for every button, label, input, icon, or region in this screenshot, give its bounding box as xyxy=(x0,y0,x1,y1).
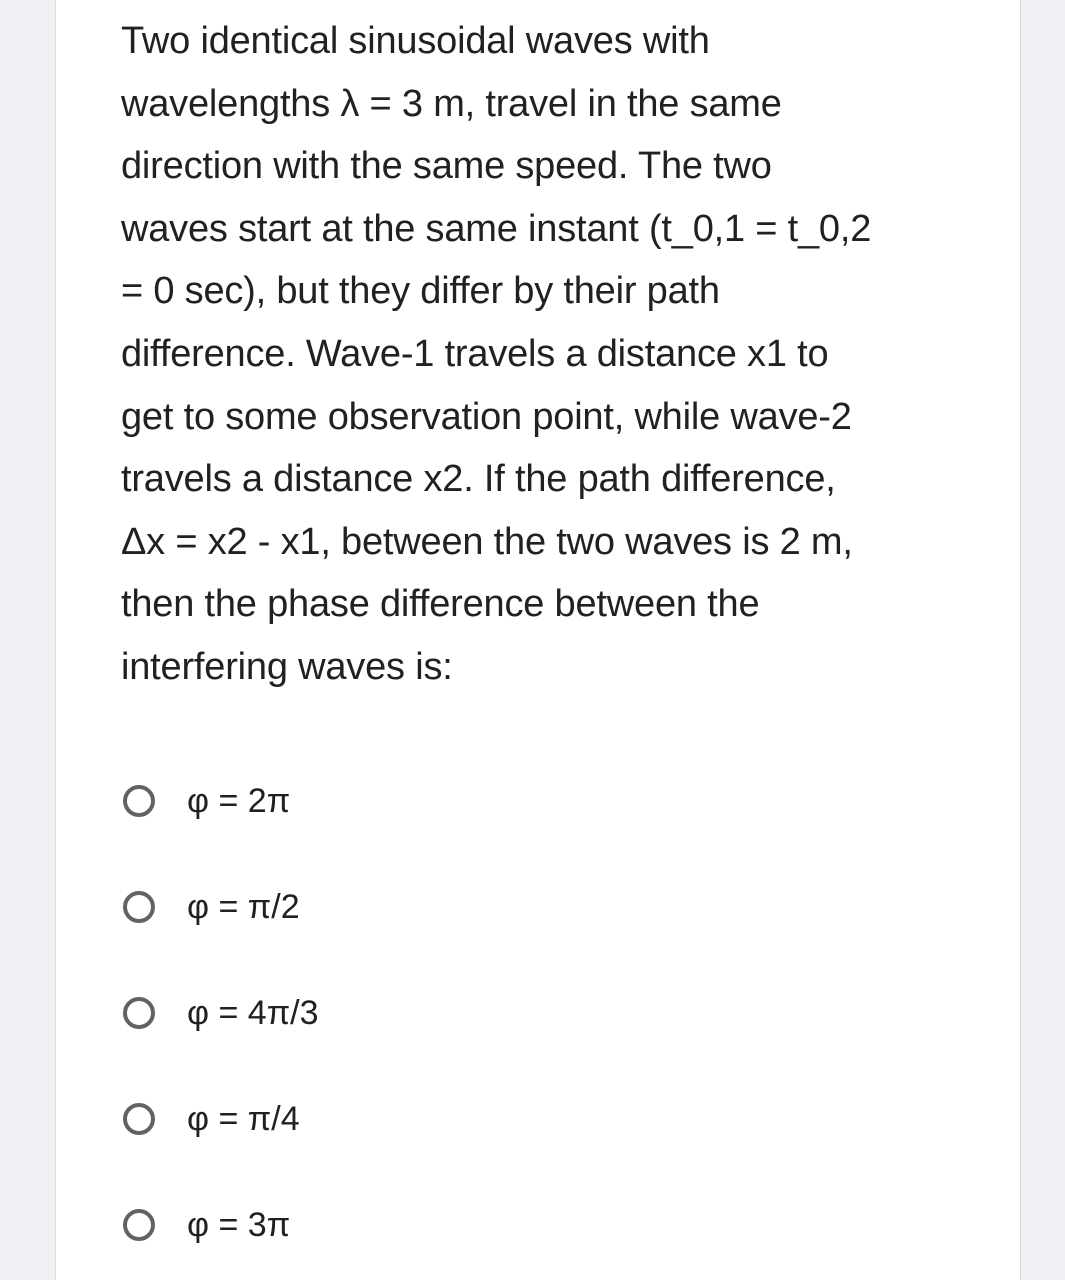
option-label: φ = 2π xyxy=(187,781,291,820)
option-4pi-over-3[interactable] xyxy=(123,960,319,1066)
option-label: φ = π/2 xyxy=(187,887,300,926)
question-line: travels a distance x2. If the path difference, xyxy=(121,458,836,501)
question-line: Δx = x2 - x1, between the two waves is 2 m, xyxy=(121,520,853,563)
option-2pi[interactable] xyxy=(123,748,319,854)
question-line: Two identical sinusoidal waves with xyxy=(121,20,710,62)
option-label: φ = 4π/3 xyxy=(187,993,319,1032)
question-line: difference. Wave-1 travels a distance x1 to xyxy=(121,332,829,375)
question-line: = 0 sec), but they differ by their path xyxy=(121,270,720,313)
radio-button[interactable] xyxy=(123,1209,155,1241)
question-line: waves start at the same instant (t_0,1 = t_0,2 xyxy=(121,207,872,250)
question-line: then the phase difference between the xyxy=(121,583,760,626)
question-line: interfering waves is: xyxy=(121,645,453,688)
question-card xyxy=(55,0,1021,1280)
radio-button[interactable] xyxy=(123,891,155,923)
radio-button[interactable] xyxy=(123,785,155,817)
question-line: wavelengths λ = 3 m, travel in the same xyxy=(121,82,782,125)
option-label: φ = 3π xyxy=(187,1205,291,1244)
radio-button[interactable] xyxy=(123,997,155,1029)
answer-options xyxy=(123,748,319,1278)
option-label: φ = π/4 xyxy=(187,1099,300,1138)
option-pi-over-2[interactable] xyxy=(123,854,319,960)
option-pi-over-4[interactable] xyxy=(123,1066,319,1172)
radio-button[interactable] xyxy=(123,1103,155,1135)
question-line: get to some observation point, while wave-2 xyxy=(121,395,852,438)
question-line: direction with the same speed. The two xyxy=(121,145,772,188)
option-3pi[interactable] xyxy=(123,1172,319,1278)
question-text xyxy=(121,10,961,699)
